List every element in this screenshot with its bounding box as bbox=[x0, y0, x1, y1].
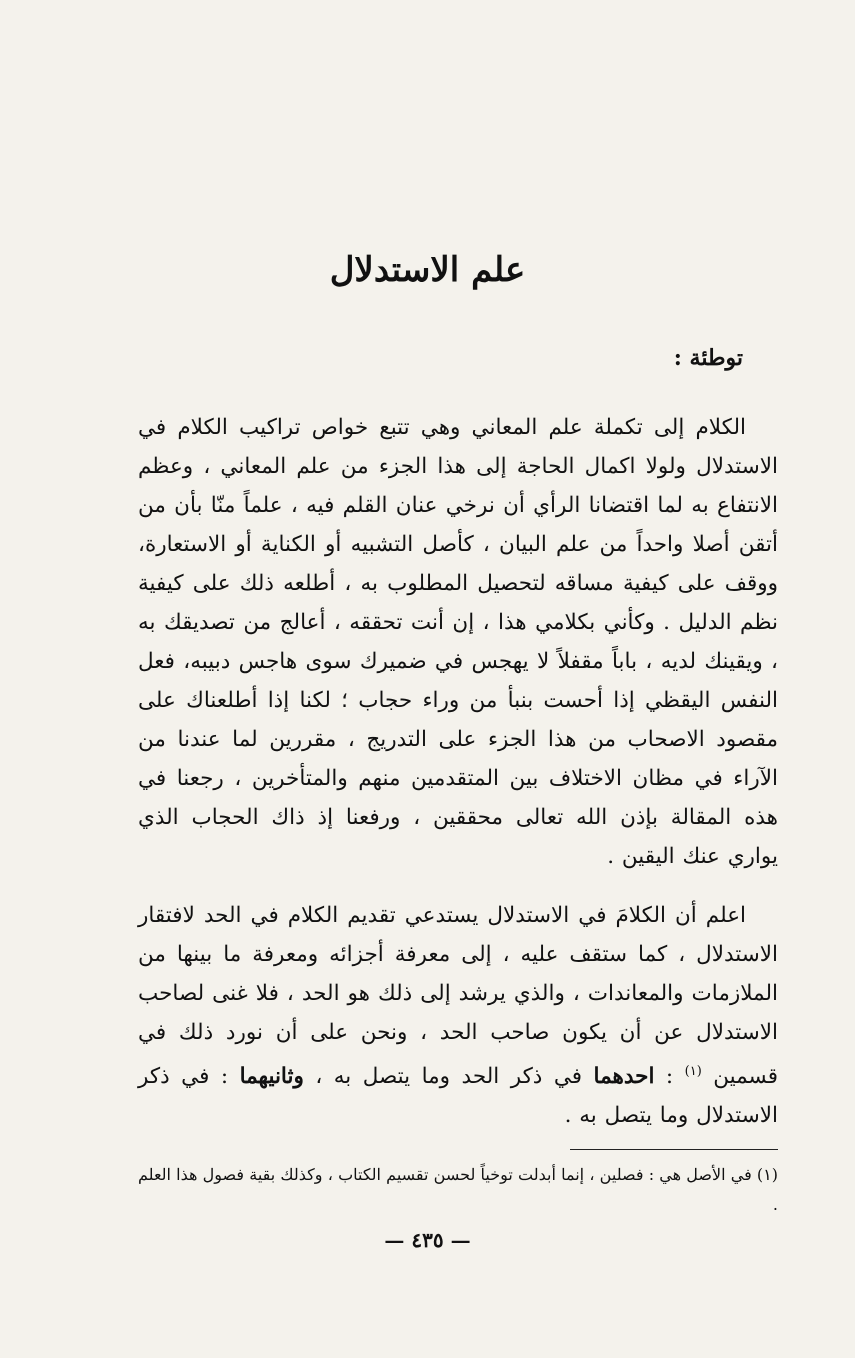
page-title: علم الاستدلال bbox=[329, 250, 526, 290]
footnote-divider bbox=[570, 1149, 778, 1150]
paragraph-1 bbox=[138, 408, 778, 876]
page-number: — ٤٣٥ — bbox=[384, 1228, 471, 1252]
footnote-reference: (١) bbox=[684, 1064, 702, 1079]
first-part-label: احدهما bbox=[593, 1064, 655, 1090]
paragraph-1-text: الكلام إلى تكملة علم المعاني وهي تتبع خواص تراكيب الكلام في الاستدلال ولولا اكمال الحاجة إلى هذا الجزء من علم المعاني ، وعظم الانتفاع به لما اقتضانا الرأي أن نرخي عنان القلم فيه ، علماً منّا بأن من أتقن أصلا واحداً من علم البيان ، كأصل التشبيه أو الكناية أو الاستعارة، ووقف على كيفية مساقه لتحصيل المطلوب به ، أطلعه ذلك على كيفية نظم الدليل . وكأني بكلامي هذا ، إن أنت تحققه ، أعالج من تصديقك به ، ويقينك لديه ، باباً مقفلاً لا يهجس في ضميرك سوى هاجس دبيبه، فعل النفس اليقظي إذا أحست بنبأ من وراء حجاب ؛ لكنا إذا أطلعناك على مقصود الاصحاب من هذا الجزء على التدريج ، مقررين لما عندنا من الآراء في مظان الاختلاف بين المتقدمين منهم والمتأخرين ، رجعنا في هذه المقالة بإذن الله تعالى محققين ، ورفعنا إذ ذاك الحجاب الذي يواري عنك اليقين . bbox=[138, 415, 778, 869]
paragraph-2 bbox=[138, 896, 778, 1135]
paragraph-2-separator: : bbox=[654, 1064, 685, 1090]
section-subheading: توطئة : bbox=[673, 345, 743, 371]
second-part-label: وثانيهما bbox=[239, 1064, 304, 1090]
paragraph-2-text-end: : في ذكر الاستدلال وما يتصل به . bbox=[138, 1064, 778, 1129]
paragraph-2-text-continued: في ذكر الحد وما يتصل به ، bbox=[303, 1064, 594, 1090]
footnote: (١) في الأصل هي : فصلين ، إنما أبدلت توخياً لحسن تقسيم الكتاب ، وكذلك بقية فصول هذا العلم . bbox=[138, 1165, 778, 1214]
paragraph-2-text: اعلم أن الكلامَ في الاستدلال يستدعي تقديم الكلام في الحد لافتقار الاستدلال ، كما ستقف عليه ، إلى معرفة أجزائه ومعرفة ما بينها من الملازمات والمعاندات ، والذي يرشد إلى ذلك هو الحد ، فلا غنى لصاحب الاستدلال عن أن يكون صاحب الحد ، ونحن على أن نورد ذلك في قسمين bbox=[138, 903, 778, 1090]
